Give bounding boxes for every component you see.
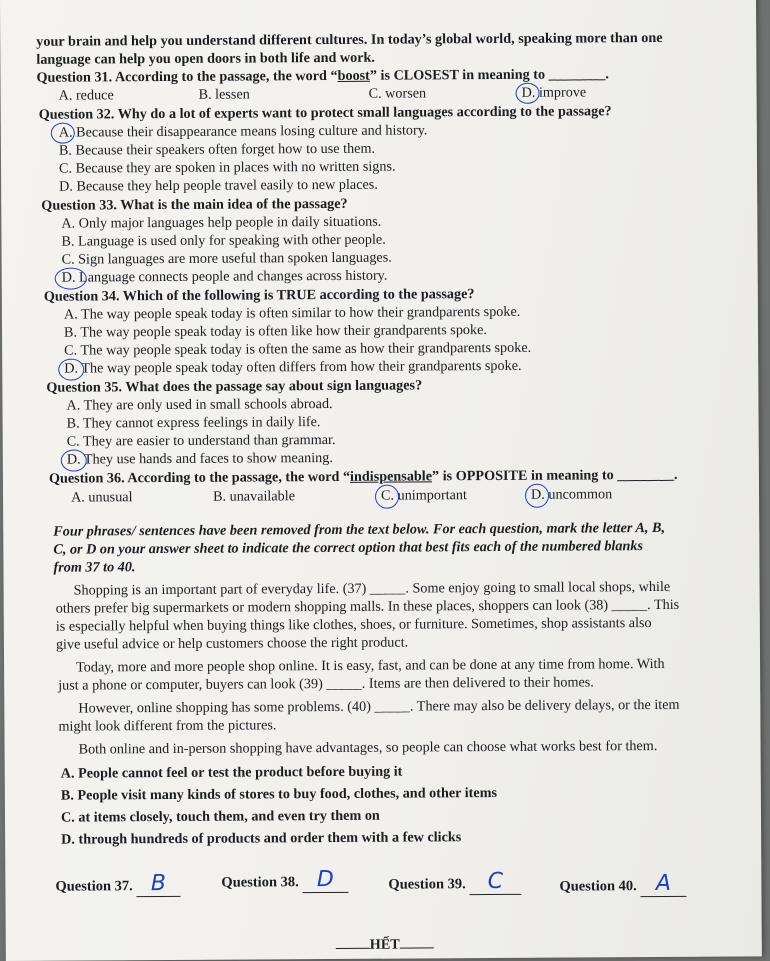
q35-option-d[interactable]: D. They use hands and faces to show meaning. (66, 449, 333, 468)
q33-option-d[interactable]: D. Language connects people and changes across history. (61, 267, 388, 286)
q36-option-a[interactable]: A. unusual (70, 489, 133, 506)
q36-option-c[interactable]: C. unimportant (380, 487, 468, 504)
passage-line: Shopping is an important part of everyday life. (37) _____. Some enjoy going to small local shops, while (73, 578, 671, 599)
question-31-stem: Question 31. According to the passage, the word “boost” is CLOSEST in meaning to ________. (36, 66, 609, 86)
answer-40[interactable]: Question 40. A (559, 871, 686, 898)
question-34-stem: Question 34. Which of the following is TRUE according to the passage? (43, 286, 475, 305)
intro-line: language can help you open doors in both life and work. (36, 49, 376, 68)
q32-option-d[interactable]: D. Because they help people travel easily to new places. (59, 176, 378, 195)
q34-option-c[interactable]: C. The way people speak today is often the same as how their grandparents spoke. (64, 339, 532, 359)
question-33-stem: Question 33. What is the main idea of the passage? (41, 195, 348, 214)
answer-circle-mark (61, 449, 87, 471)
q36-option-b[interactable]: B. unavailable (212, 488, 296, 505)
answer-circle-mark (516, 83, 540, 104)
answer-circle-mark (55, 267, 87, 289)
q34-option-b[interactable]: B. The way people speak today is often like how their grandparents spoke. (63, 322, 487, 341)
question-32-stem: Question 32. Why do a lot of experts want to protect small languages according to the passage? (38, 103, 612, 123)
footer-end-mark: HẾT (336, 936, 434, 954)
choice-b[interactable]: B. People visit many kinds of stores to buy food, clothes, and other items (60, 784, 498, 804)
q33-option-a[interactable]: A. Only major languages help people in daily situations. (61, 213, 382, 232)
answer-39-blank[interactable]: C (469, 869, 521, 895)
instructions-line: Four phrases/ sentences have been removed from the text below. For each question, mark the letter A, B, (53, 519, 666, 540)
instructions-line: from 37 to 40. (53, 559, 136, 576)
q35-option-b[interactable]: B. They cannot express feelings in daily life. (66, 414, 321, 432)
answer-38-blank[interactable]: D (302, 867, 348, 893)
answer-circle-mark (51, 123, 75, 144)
choice-a[interactable]: A. People cannot feel or test the product before buying it (60, 763, 403, 782)
question-36-stem: Question 36. According to the passage, the word “indispensable” is OPPOSITE in meaning to ________. (48, 466, 678, 487)
answer-circle-mark (525, 484, 549, 508)
q31-option-b[interactable]: B. lessen (198, 86, 250, 103)
answer-38[interactable]: Question 38. D (221, 867, 348, 894)
q32-option-b[interactable]: B. Because their speakers often forget how to use them. (58, 140, 376, 159)
q31-option-d[interactable]: D. improve (521, 84, 587, 101)
passage-line: others prefer big supermarkets or modern shopping malls. In these places, shoppers can look (38) _____. This (55, 596, 680, 617)
passage-line: is especially helpful when buying things like clothes, shoes, or furniture. Sometimes, shop assistants also (55, 615, 652, 635)
answer-37-blank[interactable]: B (136, 871, 180, 897)
passage-line: might look different from the pictures. (58, 717, 277, 735)
q31-option-a[interactable]: A. reduce (58, 87, 114, 104)
q36-option-d[interactable]: D. uncommon (530, 486, 613, 503)
passage-line: Both online and in-person shopping have advantages, so people can choose what works best for them. (78, 737, 658, 758)
choice-c[interactable]: C. at items closely, touch them, and even try them on (60, 807, 380, 826)
passage-line: However, online shopping has some problems. (40) _____. There may also be delivery delays, or the item (78, 696, 680, 717)
q34-option-d[interactable]: D. The way people speak today often differs from how their grandparents spoke. (64, 357, 522, 377)
answer-circle-mark (375, 485, 399, 509)
intro-line: your brain and help you understand different cultures. In today’s global world, speaking more than one (36, 29, 663, 50)
q34-option-a[interactable]: A. The way people speak today is often similar to how their grandparents spoke. (63, 303, 521, 323)
choice-d[interactable]: D. through hundreds of products and order them with a few clicks (61, 829, 462, 848)
question-35-stem: Question 35. What does the passage say about sign languages? (46, 377, 423, 396)
instructions-line: C, or D on your answer sheet to indicate the correct option that best fits each of the numbered blanks (53, 538, 644, 558)
passage-line: just a phone or computer, buyers can look (39) _____. Items are then delivered to their homes. (58, 674, 594, 694)
answer-circle-mark (58, 358, 84, 380)
answer-37[interactable]: Question 37. B (55, 871, 180, 898)
q31-option-c[interactable]: C. worsen (368, 85, 427, 102)
q33-option-b[interactable]: B. Language is used only for speaking with other people. (61, 231, 386, 250)
q35-option-c[interactable]: C. They are easier to understand than grammar. (66, 431, 336, 450)
passage-line: give useful advice or help customers choose the right product. (55, 634, 409, 653)
answer-39[interactable]: Question 39. C (388, 869, 521, 896)
passage-line: Today, more and more people shop online. It is easy, fast, and can be done at any time from home. With (76, 655, 665, 676)
q32-option-a[interactable]: A. Because their disappearance means losing culture and history. (58, 122, 428, 141)
q35-option-a[interactable]: A. They are only used in small schools abroad. (66, 395, 333, 414)
q32-option-c[interactable]: C. Because they are spoken in places with no written signs. (58, 158, 396, 177)
answer-40-blank[interactable]: A (640, 871, 686, 897)
q33-option-c[interactable]: C. Sign languages are more useful than spoken languages. (61, 249, 392, 268)
